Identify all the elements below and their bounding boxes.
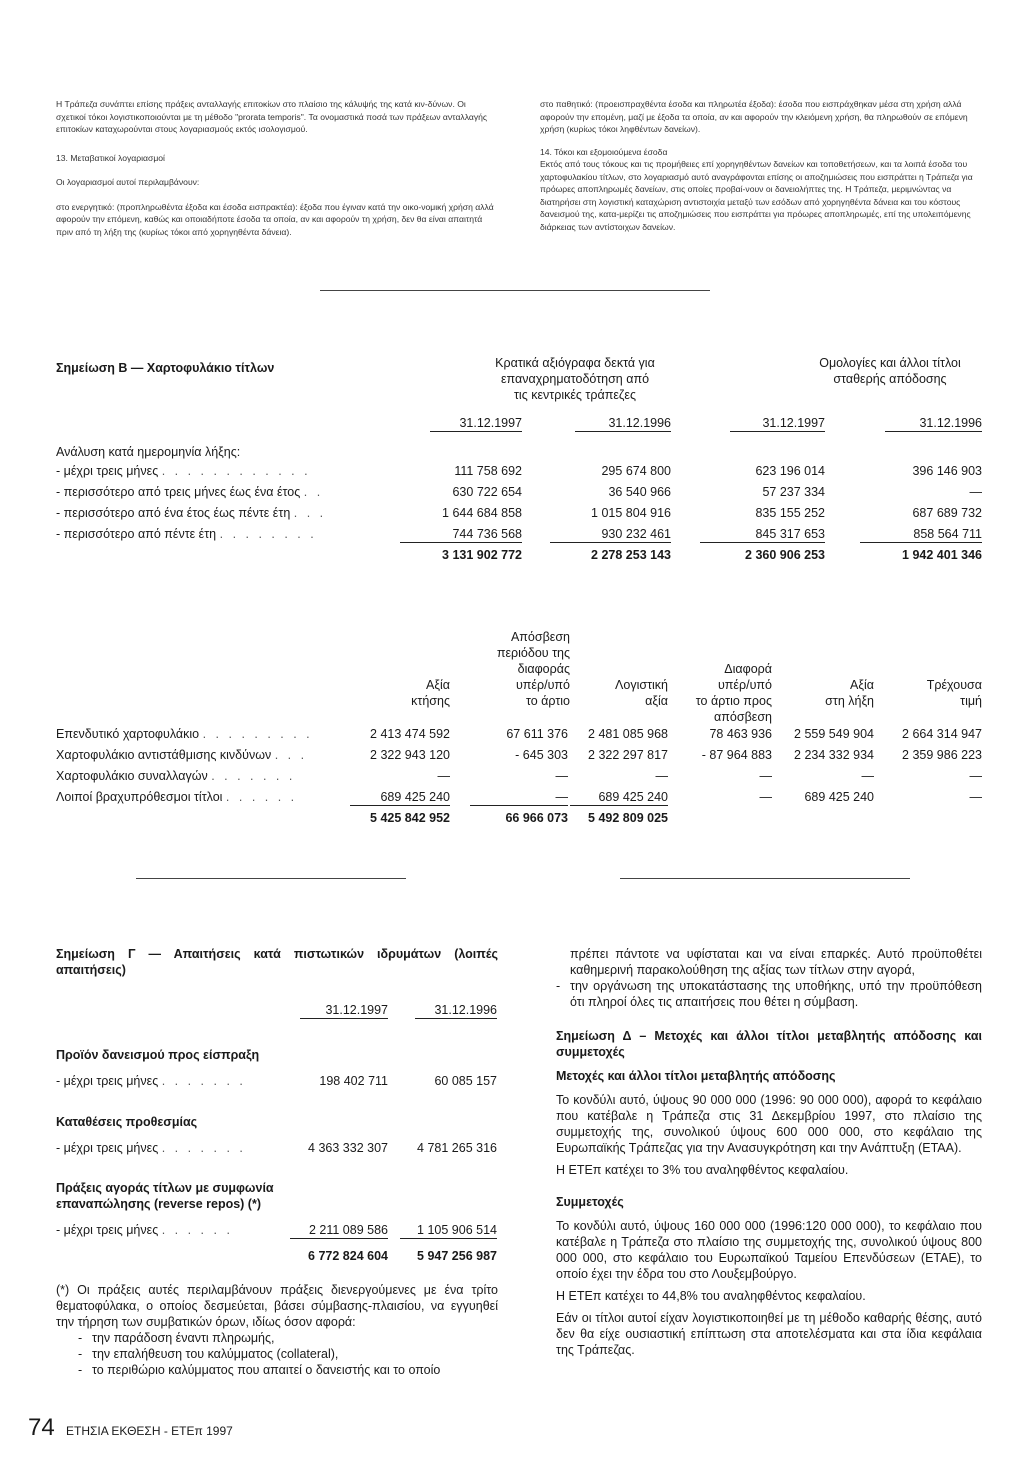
table-cell: 2 664 314 947: [902, 727, 982, 741]
table-cell: - 87 964 883: [701, 748, 772, 762]
table-cell: 689 425 240: [570, 789, 668, 806]
list-item: - την οργάνωση της υποκατάστασης της υποθήκης, υπό την προϋπόθεση ότι πληροί όλες τις απαιτήσεις που θέτει η σύμβαση.: [556, 978, 982, 1010]
note-d-paragraph: Το κονδύλι αυτό, ύψους 90 000 000 (1996: 90 000 000), αφορά το κεφάλαιο που κατέβαλε η Τράπεζα στις 31 Δεκεμβρίου 1997, στο πλαίσιο της συμμετοχής της, συνολικού ύψους 600 000 000, στο κεφάλαιο της Ευρωπαϊκής Τράπεζας για την Ανασυγκρότηση και την Ανάπτυξη (ΕΤΑΑ).: [556, 1093, 982, 1155]
table-cell: —: [437, 769, 450, 783]
table-cell: —: [861, 769, 874, 783]
table-cell: 1 105 906 514: [400, 1222, 497, 1239]
note-d-subtitle-shares: Μετοχές και άλλοι τίτλοι μεταβλητής απόδοσης: [556, 1069, 836, 1083]
table-cell: 4 781 265 316: [417, 1141, 497, 1155]
swap-paragraph: Η Τράπεζα συνάπτει επίσης πράξεις ανταλλαγής επιτοκίων στο πλαίσιο της κάλυψής της κατά κιν-δύνων. Οι σχετικοί τόκοι λογιστικοποιούνται με τη μέθοδο "prorata temporis". Τα ονομαστικά ποσά των πράξεων ανταλλαγής επιτοκίων καταχωρούνται στους λογαριασμούς εκτός ισολογισμού.: [56, 99, 488, 134]
total-cell: 3 131 902 772: [442, 548, 522, 562]
table-cell: 67 611 376: [506, 727, 568, 741]
footer-text: ΕΤΗΣΙΑ ΕΚΘΕΣΗ - ΕΤΕπ 1997: [66, 1424, 233, 1438]
table-cell: —: [969, 790, 982, 804]
col-header-current-price: Τρέχουσα τιμή: [926, 678, 982, 708]
total-cell: 2 278 253 143: [591, 548, 671, 562]
note-g-title: Σημείωση Γ — Απαιτήσεις κατά πιστωτικών ιδρυμάτων (λοιπές απαιτήσεις): [56, 947, 498, 977]
note-b-date-4: 31.12.1996: [885, 415, 982, 432]
table-cell: 687 689 732: [912, 506, 982, 520]
note-b-group1-header: Κρατικά αξιόγραφα δεκτά για επαναχρηματοδότηση από τις κεντρικές τράπεζες: [495, 356, 655, 402]
table-row-label: - περισσότερο από πέντε έτη . . . . . . . .: [56, 527, 317, 541]
table-cell: 78 463 936: [709, 727, 772, 741]
table-cell: 689 425 240: [350, 789, 450, 806]
table-cell: 4 363 332 307: [308, 1141, 388, 1155]
right-column: [556, 946, 982, 1358]
table-row-label: Λοιποί βραχυπρόθεσμοι τίτλοι . . . . . .: [56, 790, 298, 804]
table-cell: —: [759, 790, 772, 804]
table-cell: 2 413 474 592: [370, 727, 450, 741]
table-cell: 1 644 684 858: [442, 506, 522, 520]
table-cell: 111 758 692: [454, 464, 522, 478]
table-cell: —: [969, 769, 982, 783]
table-cell: 858 564 711: [860, 526, 982, 543]
table-cell: —: [555, 769, 568, 783]
table-cell: 845 317 653: [700, 526, 825, 543]
table-cell: 2 211 089 586: [290, 1222, 388, 1239]
total-cell: 5 492 809 025: [588, 811, 668, 825]
note-b-analysis-label: Ανάλυση κατά ημερομηνία λήξης:: [56, 445, 241, 459]
note-b-group2-header: Ομολογίες και άλλοι τίτλοι σταθερής απόδοσης: [819, 356, 961, 386]
total-cell: 2 360 906 253: [745, 548, 825, 562]
total-cell: 5 947 256 987: [417, 1249, 497, 1263]
note-g-footnote: (*) Οι πράξεις αυτές περιλαμβάνουν πράξεις διενεργούμενες με ένα τρίτο θεματοφύλακα, ο οποίος δεσμεύεται, βάσει σύμβασης-πλαισίου, να εγγυηθεί την τήρηση των συμβατικών όρων, ιδίως όσον αφορά: - την παράδοση έναντι πληρωμής, - την επαλήθευση του καλύμματος (collateral), - το περιθώριο καλύμματος που απαιτεί ο δανειστής και το οποίο: [56, 1282, 498, 1378]
table-cell: —: [969, 485, 982, 499]
table-row-label: - μέχρι τρεις μήνες . . . . . .: [56, 1223, 233, 1237]
table-cell: —: [470, 789, 568, 806]
table-cell: 60 085 157: [434, 1074, 497, 1088]
note-b-date-1: 31.12.1997: [430, 415, 522, 432]
total-cell: 6 772 824 604: [308, 1249, 388, 1263]
note-g-group-loans: Προϊόν δανεισμού προς είσπραξη: [56, 1048, 260, 1062]
table-cell: 2 322 943 120: [370, 748, 450, 762]
page-number: 74: [28, 1414, 55, 1441]
note-d-paragraph: Η ΕΤΕπ κατέχει το 44,8% του αναληφθέντος κεφαλαίου.: [556, 1289, 866, 1303]
table-cell: - 645 303: [515, 748, 568, 762]
top-left-column: [56, 98, 496, 238]
table-cell: 295 674 800: [601, 464, 671, 478]
table-row-label: Χαρτοφυλάκιο αντιστάθμισης κινδύνων . . .: [56, 748, 308, 762]
table-cell: 2 322 297 817: [588, 748, 668, 762]
table-cell: —: [759, 769, 772, 783]
table-cell: 2 559 549 904: [794, 727, 874, 741]
section-14-title: 14. Τόκοι και εξομοιούμενα έσοδα: [540, 146, 668, 157]
divider: [620, 878, 910, 879]
table-cell: 57 237 334: [762, 485, 825, 499]
note-d-paragraph: Η ΕΤΕπ κατέχει το 3% του αναληφθέντος κεφαλαίου.: [556, 1163, 849, 1177]
col-header-maturity-value: Αξία στη λήξη: [825, 678, 874, 708]
table-row-label: - μέχρι τρεις μήνες . . . . . . . . . . . .: [56, 464, 311, 478]
table-cell: —: [655, 769, 668, 783]
section-14-text: Εκτός από τους τόκους και τις προμήθειες επί χορηγηθέντων δανείων και τοποθετήσεων, και τα λοιπά έσοδα του χαρτοφυλακίου τίτλων, στο λογαριασμό αυτό αναγράφονται επίσης οι αποζημιώσεις που εισπράττει η Τράπεζα για πρόωρες αποπληρωμές δανείων, στις οποίες προβαί-νουν οι δανειολήπτες της. Η Τράπεζα, μεριμνώντας να διατηρήσει στη λογιστική καταχώριση αντιστοιχία μεταξύ των εσόδων από χορηγηθέντα δάνεια και του κόστους δανεισμού της, κατα-μερίζει τις αποζημιώσεις που εισπράττει για πρόωρες αποπληρωμές, επί της υπολειπόμενης διάρκειας των αντίστοιχων δανείων.: [540, 159, 973, 232]
table-cell: 623 196 014: [755, 464, 825, 478]
note-g-date-2: 31.12.1996: [415, 1002, 497, 1019]
table-cell: 630 722 654: [452, 485, 522, 499]
note-b-date-3: 31.12.1997: [730, 415, 825, 432]
table-cell: 930 232 461: [550, 526, 671, 543]
section-13-liabilities: στο παθητικό: (προεισπραχθέντα έσοδα και πληρωτέα έξοδα): έσοδα που εισπράχθηκαν μέσα στη χρήση αλλά αφορούν την επομένη, μαζί με έξοδα τα οποία, αν και αφορούν την κλειόμενη χρήση, θα πληρωθούν σε επόμενη χρήση (κυρίως τόκοι ληφθέντων δανείων).: [540, 99, 968, 134]
table-row-label: - μέχρι τρεις μήνες . . . . . . .: [56, 1074, 246, 1088]
col-header-amortisation: Απόσβεση περιόδου της διαφοράς υπέρ/υπό το άρτιο: [496, 630, 570, 708]
note-b-date-2: 31.12.1996: [575, 415, 671, 432]
note-d-subtitle-participations: Συμμετοχές: [556, 1195, 624, 1209]
section-13-title: 13. Μεταβατικοί λογαριασμοί: [56, 152, 165, 163]
note-g-continuation: πρέπει πάντοτε να υφίσταται και να είναι επαρκές. Αυτό προϋποθέτει καθημερινή παρακολούθηση της αξίας των τίτλων στην αγορά,: [570, 947, 982, 977]
list-item: - το περιθώριο καλύμματος που απαιτεί ο δανειστής και το οποίο: [78, 1362, 498, 1378]
table-cell: 2 481 085 968: [588, 727, 668, 741]
divider: [320, 290, 710, 291]
table-cell: 198 402 711: [319, 1074, 388, 1088]
note-g-date-1: 31.12.1997: [300, 1002, 388, 1019]
col-header-difference: Διαφορά υπέρ/υπό το άρτιο προς απόσβεση: [695, 662, 772, 724]
table-row-label: - μέχρι τρεις μήνες . . . . . . .: [56, 1141, 246, 1155]
section-13-intro: Οι λογαριασμοί αυτοί περιλαμβάνουν:: [56, 177, 200, 187]
list-item: - την παράδοση έναντι πληρωμής,: [78, 1330, 498, 1346]
table-cell: 36 540 966: [608, 485, 671, 499]
table-row-label: Επενδυτικό χαρτοφυλάκιο . . . . . . . . .: [56, 727, 313, 741]
total-cell: 66 966 073: [505, 811, 568, 825]
table-row-label: Χαρτοφυλάκιο συναλλαγών . . . . . . .: [56, 769, 296, 783]
note-d-paragraph: Εάν οι τίτλοι αυτοί είχαν λογιστικοποιηθεί με τη μέθοδο καθαρής θέσης, αυτό δεν θα είχε ουσιαστική επίπτωση στα αποτελέσματα και στα ίδια κεφάλαια της Τράπεζας.: [556, 1311, 982, 1357]
table-cell: 744 736 568: [400, 526, 522, 543]
section-13-assets: στο ενεργητικό: (προπληρωθέντα έξοδα και έσοδα εισπρακτέα): έξοδα που έγιναν κατά την οικο-νομική χρήση αλλά αφορούν την επόμενη, καθώς και οποιαδήποτε έσοδα τα οποία, αν και αφορούν τη χρήση, δεν θα είναι απαιτητά πριν από τη λήξη της (κυρίως τόκοι από χορηγηθέντα δάνεια).: [56, 201, 494, 237]
table-row-label: - περισσότερο από τρεις μήνες έως ένα έτος . .: [56, 485, 324, 499]
top-right-column: [540, 98, 982, 233]
total-cell: 5 425 842 952: [370, 811, 450, 825]
note-g-group-deposits: Καταθέσεις προθεσμίας: [56, 1115, 198, 1129]
divider: [136, 878, 406, 879]
note-b-title: Σημείωση Β — Χαρτοφυλάκιο τίτλων: [56, 361, 275, 375]
table-row-label: - περισσότερο από ένα έτος έως πέντε έτη . . .: [56, 506, 327, 520]
table-cell: 689 425 240: [804, 790, 874, 804]
list-item: - την επαλήθευση του καλύμματος (collateral),: [78, 1346, 498, 1362]
total-cell: 1 942 401 346: [902, 548, 982, 562]
note-d-title: Σημείωση Δ – Μετοχές και άλλοι τίτλοι μεταβλητής απόδοσης και συμμετοχές: [556, 1029, 982, 1059]
table-cell: 396 146 903: [912, 464, 982, 478]
table-cell: 835 155 252: [755, 506, 825, 520]
table-cell: 2 359 986 223: [902, 748, 982, 762]
table-cell: 1 015 804 916: [591, 506, 671, 520]
note-g-group-reverse-repos: Πράξεις αγοράς τίτλων με συμφωνία επαναπώλησης (reverse repos) (*): [56, 1181, 274, 1211]
table-cell: 2 234 332 934: [794, 748, 874, 762]
note-d-paragraph: Το κονδύλι αυτό, ύψους 160 000 000 (1996:120 000 000), το κεφάλαιο που κατέβαλε η Τράπεζα στο πλαίσιο της συμμετοχής της, συνολικού ύψους 800 000 000, στο κεφάλαιο του Ευρωπαϊκού Ταμείου Επενδύσεων (ΕΤΑΕ), το οποίο έχει την έδρα του στο Λουξεμβούργο.: [556, 1219, 982, 1281]
col-header-book-value: Λογιστική αξία: [615, 678, 668, 708]
col-header-cost: Αξία κτήσης: [411, 678, 450, 708]
